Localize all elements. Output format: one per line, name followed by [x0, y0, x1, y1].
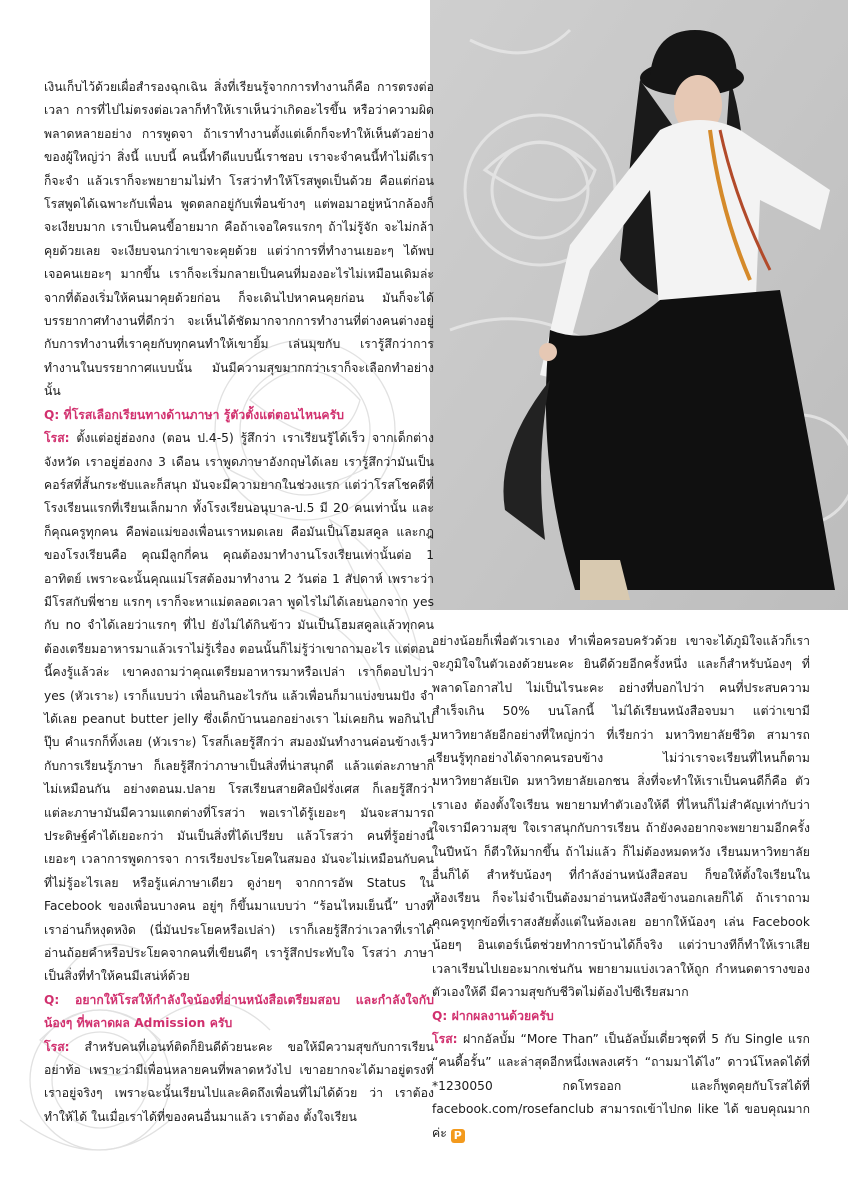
paragraph-intro: เงินเก็บไว้ด้วยเผื่อสำรองฉุกเฉิน สิ่งที่เรียนรู้จากการทำงานก็คือ การตรงต่อเวลา การที่ไปไม่ตรงต่อเวลาก็ทำให้เราเห็นว่าเกิดอะไรขึ้น หรือว่าความผิดพลาดหลายอย่าง การพูดจา ถ้าเราทำงานตั้งแต่เด็กก็จะทำให้เห็นตัวอย่างของผู้ใหญ่ว่า สิ่งนี้ แบบนี้ คนนี้ทำดีแบบนี้เราชอบ เราจะจำคนนี้ทำไม่ดีเราก็จะจำ แล้วเราก็จะพยายามไม่ทำ โรสว่าทำให้โรสพูดเป็นด้วย คือแต่ก่อนโรสพูดได้เฉพาะกับเพื่อน พูดตลกอยู่กับเพื่อนข้างๆ แต่พอมาอยู่หน้ากล้องก็จะเงียบมาก เราเป็นคนขี้อายมาก คือถ้าเจอใครแรกๆ ถ้าไม่รู้จัก จะไม่กล้าคุยด้วยเลย จะเงียบจนกว่าเขาจะคุยด้วย แต่ว่าการที่ทำงานเยอะๆ ได้พบเจอคนเยอะๆ มากขึ้น เราก็จะเริ่มกลายเป็นคนที่มองอะไรไม่เหมือนเดิมล่ะ จากที่ต้องเริ่มให้คนมาคุยด้วยก่อน ก็จะเดินไปหาคนคุยก่อน มันก็จะได้บรรยากาศทำงานที่ดีกว่า จะเห็นได้ชัดมากจากการทำงานที่ต่างคนต่างอยู่กับการทำงานที่เราคุยกับทุกคนทำให้เขายิ้ม เล่นมุขกับ เรารู้สึกว่าการทำงานในบรรยากาศแบบนั้น มันมีความสุขมากกว่าเราก็จะเลือกทำอย่างนั้น — [44, 80, 434, 399]
answer-label: โรส: — [44, 1039, 70, 1054]
answer-paragraph — [44, 427, 434, 989]
article-right-column — [432, 630, 810, 1145]
answer-label: โรส: — [44, 431, 70, 446]
singer-photo-illustration — [430, 0, 848, 610]
question-heading: Q: ที่โรสเลือกเรียนทางด้านภาษา รู้ตัวตั้งแต่ตอนไหนครับ — [44, 407, 345, 422]
answer-text: ฝากอัลบั้ม “More Than” เป็นอัลบั้มเดี่ยวชุดที่ 5 กับ Single แรก “คนดี้อรั้น” และล่าสุดอีกหนึ่งเพลงเศร้า “ถามมาได้ไง” ดาวน์โหลดได้ที่ *1230050 กดโทรออก และก็พูดคุยกับโรสได้ที่ facebook.com/rosefanclub สามารถเข้าไปกด like ได้ ขอบคุณมากค่ะ — [432, 1031, 810, 1140]
answer-text: สำหรับคนที่เอนท์ติดก็ยินดีด้วยนะคะ ขอให้มีความสุขกับการเรียน อย่าท้อ เพราะว่ามีเพื่อนหลายคนที่พลาดหวังไป เขาอยากจะได้มาอยู่ตรงที่เราอยู่จริงๆ เพราะฉะนั้นเรียนไปและคิดถึงเพื่อนที่ไม่ได้ด้วย ว่า เราต้องทำให้ได้ ในเมื่อเราได้ที่ของคนอื่นมาแล้ว เราต้อง ตั้งใจเรียน — [44, 1039, 434, 1124]
answer-paragraph — [44, 1036, 434, 1130]
singer-photo — [430, 0, 848, 610]
paragraph-continued: อย่างน้อยก็เพื่อตัวเราเอง ทำเพื่อครอบครัวด้วย เขาจะได้ภูมิใจแล้วก็เราจะภูมิใจในตัวเองด้วยนะคะ ยินดีด้วยอีกครั้งหนึ่ง และก็สำหรับน้องๆ ที่พลาดโอกาสไป ไม่เป็นไรนะคะ อย่างที่บอกไปว่า คนที่ประสบความสำเร็จเกิน 50% บนโลกนี้ ไม่ได้เรียนหนังสือจบมา แต่ว่าเขามีมหาวิทยาลัยอีกอย่างที่ใหญ่กว่า ที่เรียกว่า มหาวิทยาลัยชีวิต สามารถเรียนรู้ทุกอย่างได้จากคนรอบข้าง ไม่ว่าเราจะเรียนที่ไหนก็ตาม มหาวิทยาลัยเปิด มหาวิทยาลัยเอกชน สิ่งที่จะทำให้เราเป็นคนดีก็คือ ตัวเราเอง ต้องตั้งใจเรียน พยายามทำตัวเองให้ดี ที่ไหนก็ไม่สำคัญเท่ากับว่าใจเรามีความสุข ใจเราสนุกกับการเรียน ถ้ายังคงอยากจะพยายามอีกครั้งในปีหน้า ก็ตีวให้มากขึ้น ถ้าไม่แล้ว ก็ไม่ต้องหมดหวัง เรียนมหาวิทยาลัยอื่นก็ได้ สำหรับน้องๆ ที่กำลังอ่านหนังสือสอบ ก็ขอให้ตั้งใจเรียนในห้องเรียน ก็จะไม่จำเป็นต้องมาอ่านหนังสือข้างนอกเลยก็ได้ ถ้าเราถามคุณครูทุกข้อที่เราสงสัยตั้งแต่ในห้องเลย อยากให้น้องๆ เล่น Facebook น้อยๆ อินเตอร์เน็ตช่วยทำการบ้านได้ก็จริง แต่ว่าบางทีก็ทำให้เราเสียเวลาเรียนไปเยอะมากเช่นกัน พยายามแบ่งเวลาให้ถูก กำหนดตารางของตัวเองให้ดี มีความสุขกับชีวิตไม่ต้องไปซีเรียสมาก — [432, 634, 810, 1000]
article-left-column — [44, 76, 434, 1129]
answer-paragraph — [432, 1028, 810, 1145]
answer-label: โรส: — [432, 1031, 458, 1046]
question-heading: Q: ฝากผลงานด้วยครับ — [432, 1008, 554, 1023]
question-heading: Q: อยากให้โรสให้กำลังใจน้องที่อ่านหนังสือเตรียมสอบ และกำลังใจกับน้องๆ ที่พลาดผล Admission ครับ — [44, 992, 434, 1031]
publisher-logo-icon: P — [451, 1129, 465, 1143]
answer-text: ตั้งแต่อยู่ฮ่องกง (ตอน ป.4-5) รู้สึกว่า เราเรียนรู้ได้เร็ว จากเด็กต่างจังหวัด เราอยู่ฮ่องกง 3 เดือน เราพูดภาษาอังกฤษได้เลย เรารู้สึกว่ามันเป็นคอร์สที่สั้นกระชับและก็สนุก มันจะมีความยากในช่วงแรก แต่ว่าโรสโชคดีที่โรงเรียนแรกที่เรียนเล็กมาก ทั้งโรงเรียนอนุบาล-ป.5 มี 20 คนเท่านั้น และก็คุณครูทุกคน คือพ่อแม่ของเพื่อนเราหมดเลย คือมันเป็นโฮมสคูล และกฎของโรงเรียนคือ คุณมีลูกกี่คน คุณต้องมาทำงานโรงเรียนเท่านั้นต่อ 1 อาทิตย์ เพราะฉะนั้นคุณแม่โรสต้องมาทำงาน 2 วันต่อ 1 สัปดาห์ เพราะว่ามีโรสกับพี่ชาย แรกๆ เราก็จะหาแม่ตลอดเวลา พูดไรไม่ได้เลยนอกจาก yes กับ no จำได้เลยว่าแรกๆ ที่ไป ยังไม่ได้กินข้าว มันเป็นโฮมสคูลแล้วทุกคนต้องเตรียมอาหารมาแล้วเราไม่รู้เรื่อง ตอนนั้นก็ไม่รู้ว่าเขาถามอะไร แต่ตอนนี้คงรู้แล้วล่ะ เขาคงถามว่าคุณเตรียมอาหารมาหรือเปล่า เราก็ตอบไปว่า yes (หัวเราะ) เราก็แบบว่า เพื่อนกินอะไรกัน แล้วเพื่อนก็มาแบ่งขนมปัง จำได้เลย peanut butter jelly ซึ่งเด็กบ้านนอกอย่างเรา ไม่เคยกิน พอกินไปปุ๊บ คำแรกก็ทิ้งเลย (หัวเราะ) โรสก็เลยรู้สึกว่า สมองมันทำงานค่อนข้างเร็วกับการเรียนรู้ภาษา ก็เลยรู้สึกว่าภาษาเป็นสิ่งที่น่าสนุกดี แล้วแต่ละภาษาก็ไม่เหมือนกัน อย่างตอนม.ปลาย โรสเรียนสายศิลป์ฝรั่งเศส ก็เลยรู้สึกว่าแต่ละภาษามันมีความแตกต่างที่โรสว่า พอเราได้รู้เยอะๆ มันจะสามารถประดิษฐ์คำได้เยอะกว่า มันเป็นสิ่งที่ได้เปรียบ แล้วโรสว่า คนที่รู้อย่างนี้เยอะๆ เวลาการพูดการจา การเรียงประโยคในสมอง มันจะไม่เหมือนกับคนที่ไม่รู้อะไรเลย หรือรู้แค่ภาษาเดียว ดูง่ายๆ จากการอัพ Status ใน Facebook ของเพื่อนบางคน อยู่ๆ ก็ขึ้นมาแบบว่า “ร้อนไหมเย็นนี้” บางทีเราอ่านก็หงุดหงิด (นี่มันประโยคหรือเปล่า) เราก็เลยรู้สึกว่าเวลาที่เราได้อ่านถ้อยคำหรือประโยคจากคนที่เขียนดีๆ เรารู้สึกประทับใจ โรสว่า ภาษาเป็นสิ่งที่ทำให้คนมีเสน่ห์ด้วย — [44, 431, 434, 984]
